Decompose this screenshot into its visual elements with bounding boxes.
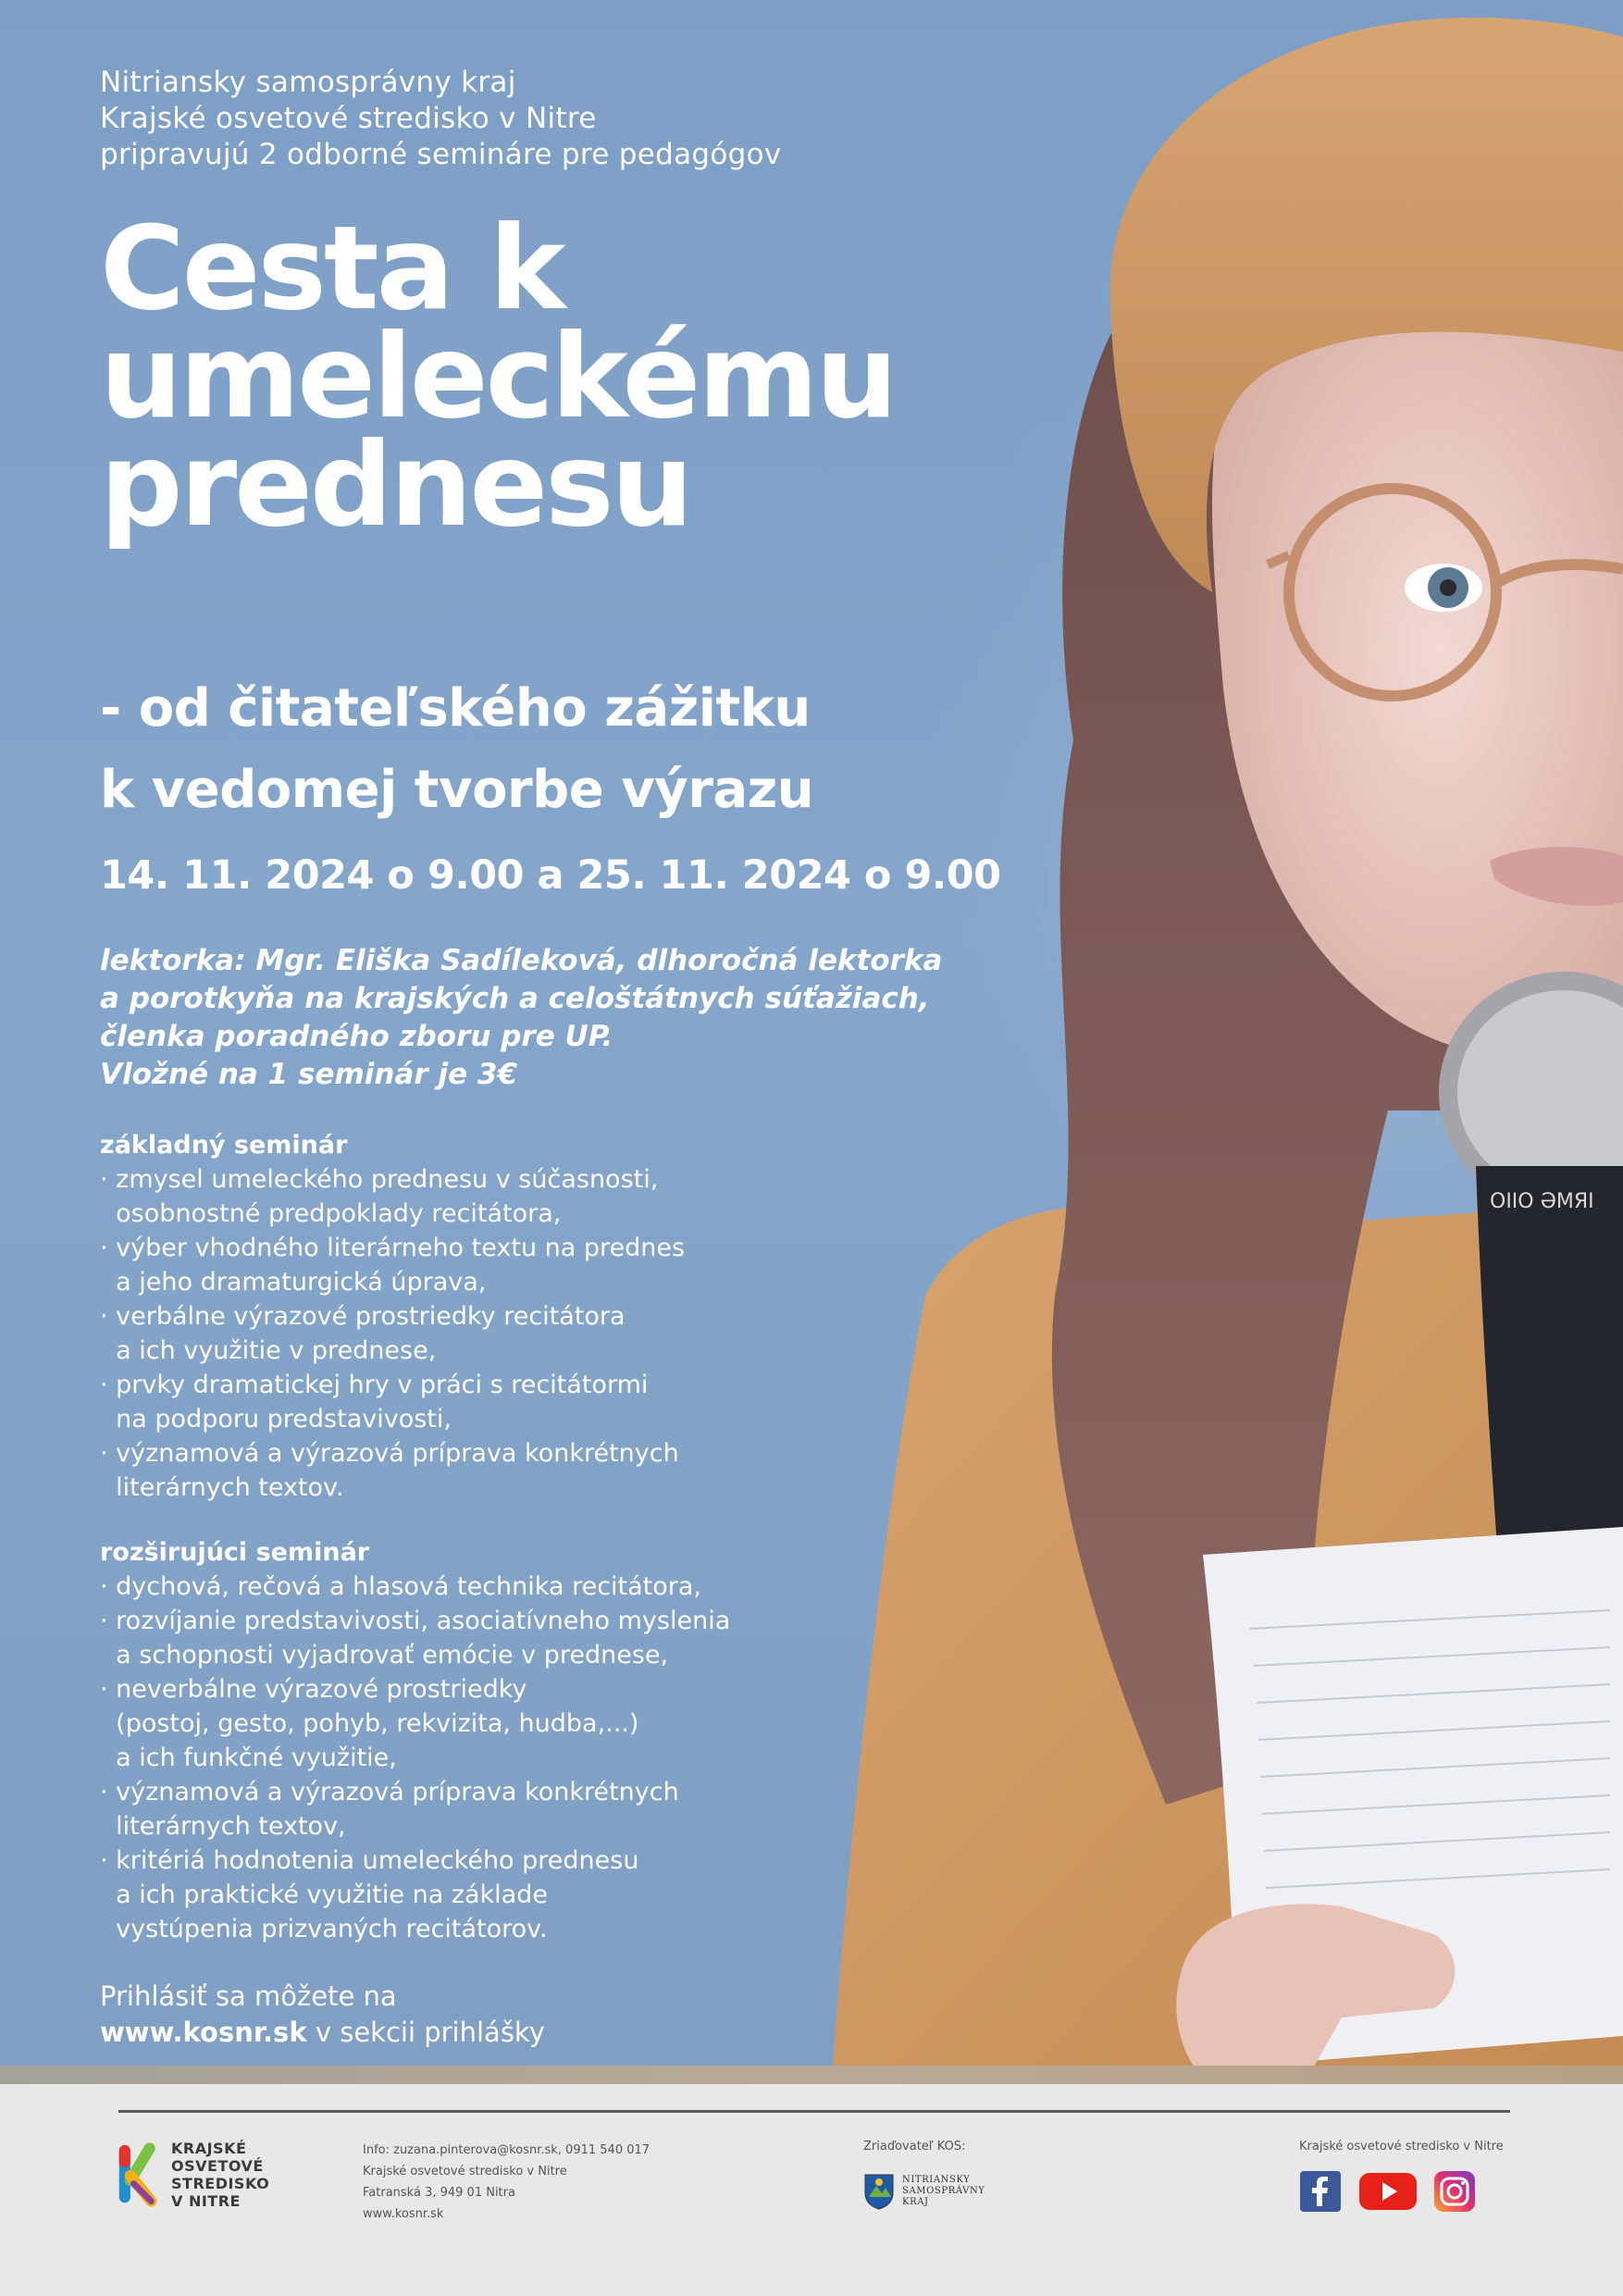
seminar-item: · významová a výrazová príprava konkrétnych [100, 1439, 679, 1468]
title-line: prednesu [100, 418, 691, 552]
basic-seminar [100, 1128, 685, 1505]
signup-rest: v sekcii prihlášky [306, 2017, 545, 2048]
seminar-item: (postoj, gesto, pohyb, rekvizita, hudba,...) [100, 1709, 639, 1738]
svg-text:OIIO ƏMЯI: OIIO ƏMЯI [1490, 1190, 1594, 1213]
kos-logo-line: V NITRE [171, 2192, 241, 2210]
kos-logo-line: KRAJSKÉ [171, 2140, 247, 2157]
seminar-item: a ich funkčné využitie, [100, 1744, 397, 1772]
seminar-item: · verbálne výrazové prostriedky recitátora [100, 1302, 626, 1331]
seminar-item: literárnych textov, [100, 1812, 346, 1841]
seminar-item: · výber vhodného literárneho textu na prednes [100, 1234, 686, 1262]
organizer-line: Krajské osvetové stredisko v Nitre [100, 102, 597, 135]
main-title [100, 202, 896, 552]
nsk-logo-text [902, 2175, 985, 2208]
title-line: umeleckému [100, 310, 896, 444]
seminar-item: na podporu predstavivosti, [100, 1405, 452, 1433]
signup-info [100, 1979, 545, 2051]
seminar-item: a ich využitie v prednese, [100, 1336, 437, 1365]
contact-line: Krajské osvetové stredisko v Nitre [363, 2165, 567, 2178]
seminar-heading: základný seminár [100, 1131, 348, 1160]
extended-seminar [100, 1535, 730, 1946]
organizers-block [100, 65, 782, 173]
lector-line: Vložné na 1 seminár je 3€ [100, 1058, 518, 1091]
lector-line: lektorka: Mgr. Eliška Sadíleková, dlhoročná lektorka [100, 944, 943, 977]
footer [0, 2084, 1623, 2296]
lector-line: členka poradného zboru pre UP. [100, 1020, 613, 1053]
contact-line: www.kosnr.sk [363, 2207, 444, 2221]
seminar-item: · kritériá hodnotenia umeleckého prednesu [100, 1846, 639, 1875]
nsk-logo-line: SAMOSPRÁVNY [902, 2186, 985, 2196]
seminar-item: · dychová, rečová a hlasová technika recitátora, [100, 1572, 702, 1601]
seminar-item: · prvky dramatickej hry v práci s recitátormi [100, 1371, 649, 1399]
seminar-item: · neverbálne výrazové prostriedky [100, 1675, 527, 1704]
seminar-item: vystúpenia prizvaných recitátorov. [100, 1915, 548, 1943]
facebook-icon[interactable] [1300, 2171, 1341, 2212]
instagram-icon[interactable] [1434, 2171, 1475, 2212]
seminar-item: osobnostné predpoklady recitátora, [100, 1199, 562, 1228]
nsk-logo-line: KRAJ [902, 2197, 929, 2207]
seminar-heading: rozširujúci seminár [100, 1538, 370, 1567]
subtitle-line: - od čitateľského zážitku [100, 678, 811, 738]
contact-info [363, 2140, 650, 2225]
footer-rule [118, 2110, 1510, 2113]
kos-logo-line: OSVETOVÉ [171, 2157, 264, 2175]
signup-link[interactable]: www.kosnr.sk [100, 2017, 307, 2048]
nsk-crest-icon [863, 2173, 895, 2210]
seminar-item: a schopnosti vyjadrovať emócie v prednese, [100, 1641, 669, 1669]
title-line: Cesta k [100, 202, 564, 336]
seminar-item: a jeho dramaturgická úprava, [100, 1268, 487, 1297]
organizer-line: Nitriansky samosprávny kraj [100, 66, 516, 99]
signup-line: Prihlásiť sa môžete na [100, 1980, 397, 2012]
contact-line: Info: zuzana.pinterova@kosnr.sk, 0911 540 017 [363, 2143, 650, 2157]
seminar-item: · významová a výrazová príprava konkrétnych [100, 1778, 679, 1806]
kos-logo-text [171, 2140, 269, 2210]
divider-strip [0, 2066, 1623, 2084]
lector-line: a porotkyňa na krajských a celoštátnych súťažiach, [100, 982, 930, 1015]
seminar-item: literárnych textov. [100, 1473, 344, 1502]
youtube-icon[interactable] [1359, 2171, 1417, 2212]
nsk-logo-line: NITRIANSKY [902, 2175, 971, 2185]
subtitle-line: k vedomej tvorbe výrazu [100, 760, 814, 820]
seminar-item: · rozvíjanie predstavivosti, asociatívneho myslenia [100, 1607, 731, 1635]
lector-info [100, 942, 942, 1094]
social-label: Krajské osvetové stredisko v Nitre [1299, 2140, 1504, 2153]
kos-logo-icon [118, 2138, 166, 2212]
subtitle [100, 668, 813, 831]
seminar-item: · zmysel umeleckého prednesu v súčasnosti, [100, 1165, 659, 1194]
signup-line-2 [100, 2015, 545, 2051]
organizer-line: pripravujú 2 odborné semináre pre pedagógov [100, 138, 782, 171]
kos-logo-line: STREDISKO [171, 2175, 270, 2192]
event-dates: 14. 11. 2024 o 9.00 a 25. 11. 2024 o 9.00 [100, 852, 1001, 899]
contact-line: Fatranská 3, 949 01 Nitra [363, 2186, 515, 2200]
seminar-item: a ich praktické využitie na základe [100, 1880, 548, 1909]
founder-label: Zriaďovateľ KOS: [863, 2140, 966, 2153]
